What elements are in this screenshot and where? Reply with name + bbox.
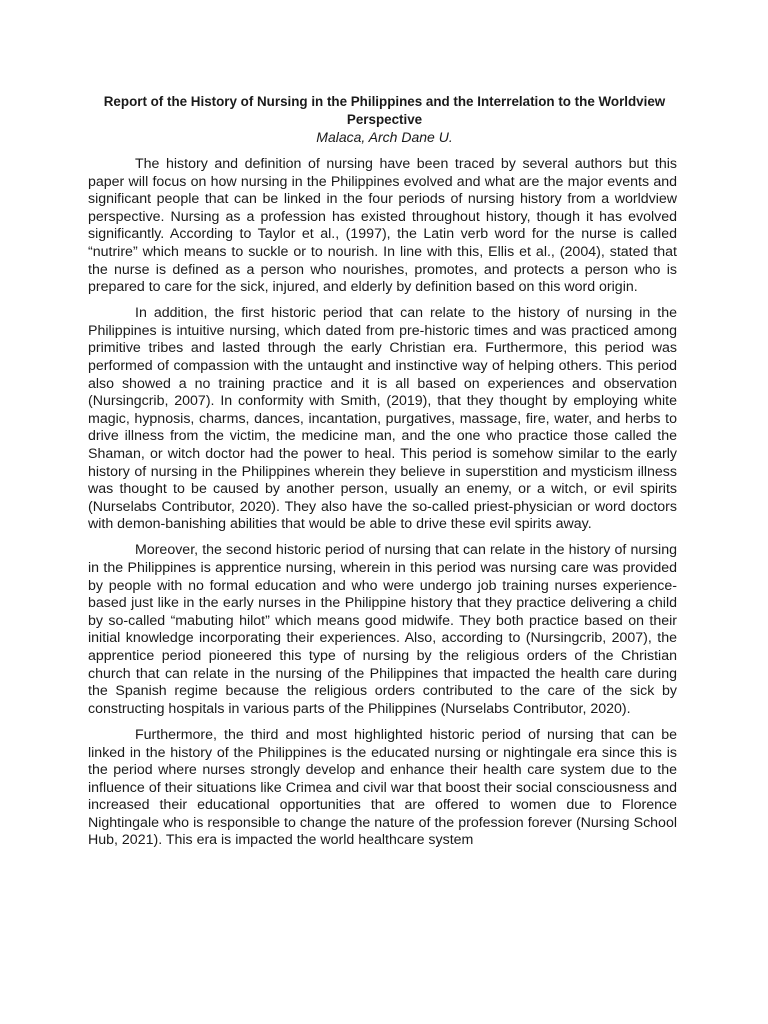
- author-line: Malaca, Arch Dane U.: [316, 129, 453, 145]
- paragraph-4: Furthermore, the third and most highlighted historic period of nursing that can be linked in the history of the Philippines is the educated nursing or nightingale era since this is the period where nurses strongly develop and enhance their health care system due to the influence of their situations like Crimea and civil war that boost their social consciousness and increased their educational opportunities that are offered to women due to Florence Nightingale who is responsible to change the nature of the profession forever (Nursing School Hub, 2021). This era is impacted the world healthcare system: [88, 726, 677, 849]
- paragraph-1: The history and definition of nursing have been traced by several authors but this paper will focus on how nursing in the Philippines evolved and what are the major events and significant people that can be linked in the four periods of nursing history from a worldview perspective. Nursing as a profession has existed throughout history, though it has evolved significantly. According to Taylor et al., (1997), the Latin verb word for the nurse is called “nutrire” which means to suckle or to nourish. In line with this, Ellis et al., (2004), stated that the nurse is defined as a person who nourishes, promotes, and protects a person who is prepared to care for the sick, injured, and elderly by definition based on this word origin.: [88, 156, 677, 296]
- document-body: [88, 156, 677, 859]
- paragraph-3: Moreover, the second historic period of nursing that can relate in the history of nursing in the Philippines is apprentice nursing, wherein in this period was nursing care was provided by people with no formal education and who were undergo job training nurses experience-based just like in the early nurses in the Philippine history that they practice delivering a child by so-called “mabuting hilot” which means good midwife. They both practice based on their initial knowledge incorporating their experiences. Also, according to (Nursingcrib, 2007), the apprentice period pioneered this type of nursing by the religious orders of the Christian church that can relate in the nursing of the Philippines that impacted the health care during the Spanish regime because the religious orders contributed to the care of the sick by constructing hospitals in various parts of the Philippines (Nurselabs Contributor, 2020).: [88, 542, 677, 717]
- document-title: Report of the History of Nursing in the Philippines and the Interrelation to the Worldview Perspective: [103, 94, 666, 127]
- paragraph-2: In addition, the first historic period that can relate to the history of nursing in the Philippines is intuitive nursing, which dated from pre-historic times and was practiced among primitive tribes and lasted through the early Christian era. Furthermore, this period was performed of compassion with the untaught and instinctive way of helping others. This period also showed a no training practice and it is all based on experiences and observation (Nursingcrib, 2007). In conformity with Smith, (2019), that they thought by employing white magic, hypnosis, charms, dances, incantation, purgatives, massage, fire, water, and herbs to drive illness from the victim, the medicine man, and the one who practice those called the Shaman, or witch doctor had the power to heal. This period is somehow similar to the early history of nursing in the Philippines wherein they believe in superstition and mysticism illness was thought to be caused by another person, usually an enemy, or a witch, or evil spirits (Nurselabs Contributor, 2020). They also have the so-called priest-physician or word doctors with demon-banishing abilities that would be able to drive these evil spirits away.: [88, 305, 677, 533]
